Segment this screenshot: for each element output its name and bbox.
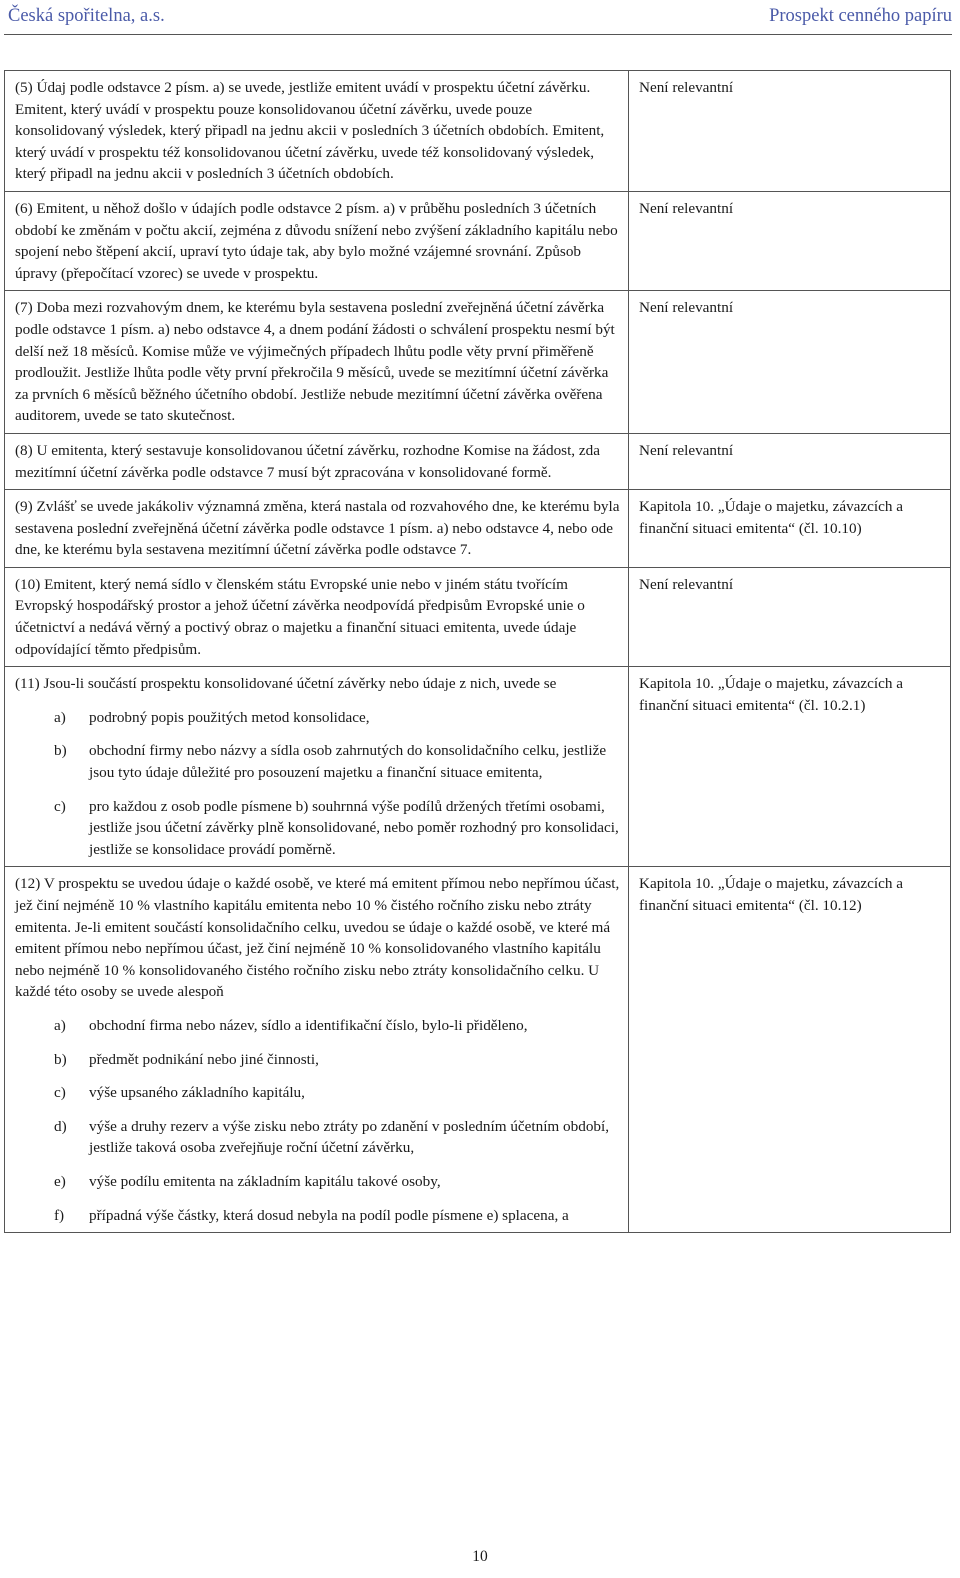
reference-cell: [629, 291, 951, 434]
table-row: [5, 191, 951, 290]
reference-text: Kapitola 10. „Údaje o majetku, závazcích a finanční situaci emitenta“ (čl. 10.12): [639, 875, 903, 914]
list-item-text: výše podílu emitenta na základním kapitálu takové osoby,: [89, 1172, 441, 1190]
list-item: [15, 1171, 620, 1193]
reference-text: Kapitola 10. „Údaje o majetku, závazcích a finanční situaci emitenta“ (čl. 10.10): [639, 498, 903, 537]
list-item-letter: f): [54, 1206, 65, 1224]
header-rule: [4, 34, 952, 35]
requirement-text: (5) Údaj podle odstavce 2 písm. a) se uvede, jestliže emitent uvádí v prospektu účetní závěrku. Emitent, který uvádí v prospektu pouze konsolidovanou účetní závěrku, uvede pouze konsolidovaný výsledek, který připadl na jednu akcii v posledních 3 účetních obdobích. Emitent, který uvádí v prospektu též konsolidovanou účetní závěrku, uvede též konsolidovaný výsledek, který připadl na jednu akcii v posledních 3 účetních obdobích.: [15, 79, 605, 183]
list-item-text: předmět podnikání nebo jiné činnosti,: [89, 1050, 319, 1068]
table-row: [5, 567, 951, 666]
reference-cell: [629, 567, 951, 666]
header-document-title: Prospekt cenného papíru: [769, 6, 952, 26]
list-item-text: výše a druhy rezerv a výše zisku nebo ztráty po zdanění v posledním účetním období, jestliže taková osoba zveřejňuje roční účetní závěrku,: [89, 1117, 610, 1157]
reference-cell: [629, 191, 951, 290]
requirement-cell: [5, 433, 629, 489]
list-item-text: případná výše částky, která dosud nebyla na podíl podle písmene e) splacena, a: [89, 1206, 569, 1224]
list-item: [15, 740, 620, 783]
list-item-letter: c): [54, 1084, 66, 1102]
list-item-text: obchodní firma nebo název, sídlo a identifikační číslo, bylo-li přiděleno,: [89, 1016, 528, 1034]
reference-cell: [629, 433, 951, 489]
requirement-text: (12) V prospektu se uvedou údaje o každé osobě, ve které má emitent přímou nebo nepřímou účast, jež činí nejméně 10 % vlastního kapitálu emitenta nebo 10 % čistého ročního zisku nebo ztráty emitenta. Je-li emitent součástí konsolidačního celku, uvedou se údaje o každé osobě, ve které má emitent přímou nebo nepřímou účast, jež činí nejméně 10 % konsolidovaného vlastního kapitálu nebo nejméně 10 % konsolidovaného čistého ročního zisku nebo ztráty konsolidačního celku. U každé této osoby se uvede alespoň: [15, 875, 620, 1001]
reference-text: Není relevantní: [639, 441, 734, 459]
reference-cell: [629, 867, 951, 1233]
requirement-cell: [5, 191, 629, 290]
table-row: [5, 433, 951, 489]
table-row: [5, 490, 951, 568]
reference-cell: [629, 490, 951, 568]
reference-text: Není relevantní: [639, 79, 734, 96]
list-item-text: obchodní firmy nebo názvy a sídla osob zahrnutých do konsolidačního celku, jestliže jsou tyto údaje důležité pro posouzení majetku a finanční situace emitenta,: [89, 742, 607, 782]
list-item: [15, 1015, 620, 1037]
requirement-text: (9) Zvlášť se uvede jakákoliv významná změna, která nastala od rozvahového dne, ke kterému byla sestavena poslední zveřejněná účetní závěrka podle odstavce 1 písm. a) nebo odstavce 4, nebo ode dne, ke kterému byla sestavena mezitímní účetní závěrka podle odstavce 7.: [15, 498, 620, 559]
requirement-text: (6) Emitent, u něhož došlo v údajích podle odstavce 2 písm. a) v průběhu posledních 3 účetních období ke změnám v počtu akcií, zejména z důvodu snížení nebo zvýšení základního kapitálu nebo spojení nebo štěpení akcií, upraví tyto údaje tak, aby bylo možné vzájemné srovnání. Způsob úpravy (přepočítací vzorec) se uvede v prospektu.: [15, 199, 618, 282]
list-item-text: podrobný popis použitých metod konsolidace,: [89, 708, 370, 726]
list-item: [15, 1049, 620, 1071]
list-item-text: pro každou z osob podle písmene b) souhrnná výše podílů držených třetími osobami, jestliže jsou účetní závěrky plně konsolidované, nebo poměr rozhodný pro konsolidaci, jestliže se konsolidace provádí poměrně.: [89, 797, 619, 858]
requirement-cell: [5, 567, 629, 666]
list-item: [15, 1116, 620, 1159]
list-item-letter: d): [54, 1117, 67, 1135]
list-item: [15, 1205, 620, 1227]
header-company: Česká spořitelna, a.s.: [8, 6, 165, 26]
list-item-letter: c): [54, 797, 66, 815]
reference-cell: [629, 667, 951, 867]
requirement-cell: [5, 71, 629, 192]
list-item-letter: a): [54, 1016, 66, 1034]
reference-cell: [629, 71, 951, 192]
reference-text: Není relevantní: [639, 575, 734, 593]
list-item-text: výše upsaného základního kapitálu,: [89, 1084, 305, 1102]
table-row: [5, 71, 951, 192]
page-number: 10: [472, 1548, 488, 1565]
list-item: [15, 707, 620, 729]
list-item-letter: a): [54, 708, 66, 726]
requirements-table: [4, 70, 951, 1233]
requirement-text: (10) Emitent, který nemá sídlo v členském státu Evropské unie nebo v jiném státu tvořícím Evropský hospodářský prostor a jehož účetní závěrka neodpovídá předpisům Evropské unie o účetnictví a nedává věrný a poctivý obraz o majetku a finanční situaci emitenta, uvede údaje odpovídající těmto předpisům.: [15, 575, 585, 658]
requirement-text: (11) Jsou-li součástí prospektu konsolidované účetní závěrky nebo údaje z nich, uvede se: [15, 675, 557, 693]
list-item-letter: b): [54, 1050, 67, 1068]
list-item-letter: e): [54, 1172, 66, 1190]
table-row: [5, 667, 951, 867]
requirement-cell: [5, 667, 629, 867]
requirement-text: (8) U emitenta, který sestavuje konsolidovanou účetní závěrku, rozhodne Komise na žádost, zda mezitímní účetní závěrka podle odstavce 7 musí být zpracována v konsolidované formě.: [15, 441, 600, 481]
page-header: [8, 6, 952, 30]
table-row: [5, 291, 951, 434]
list-item-letter: b): [54, 742, 67, 760]
requirement-cell: [5, 291, 629, 434]
requirement-cell: [5, 490, 629, 568]
table-row: [5, 867, 951, 1233]
list-item: [15, 1082, 620, 1104]
reference-text: Není relevantní: [639, 199, 734, 217]
list-item: [15, 796, 620, 861]
requirement-text: (7) Doba mezi rozvahovým dnem, ke kterému byla sestavena poslední zveřejněná účetní závěrka podle odstavce 1 písm. a) nebo odstavce 4, a dnem podání žádosti o schválení prospektu nesmí být delší než 18 měsíců. Komise může ve výjimečných případech lhůtu podle věty první přiměřeně prodloužit. Jestliže lhůta podle věty první překročila 9 měsíců, uvede se mezitímní účetní závěrka za prvních 6 měsíců běžného účetního období. Jestliže nebude mezitímní účetní závěrka ověřena auditorem, uvede se tato skutečnost.: [15, 299, 615, 425]
reference-text: Kapitola 10. „Údaje o majetku, závazcích a finanční situaci emitenta“ (čl. 10.2.1): [639, 675, 903, 714]
reference-text: Není relevantní: [639, 299, 734, 317]
requirement-cell: [5, 867, 629, 1233]
